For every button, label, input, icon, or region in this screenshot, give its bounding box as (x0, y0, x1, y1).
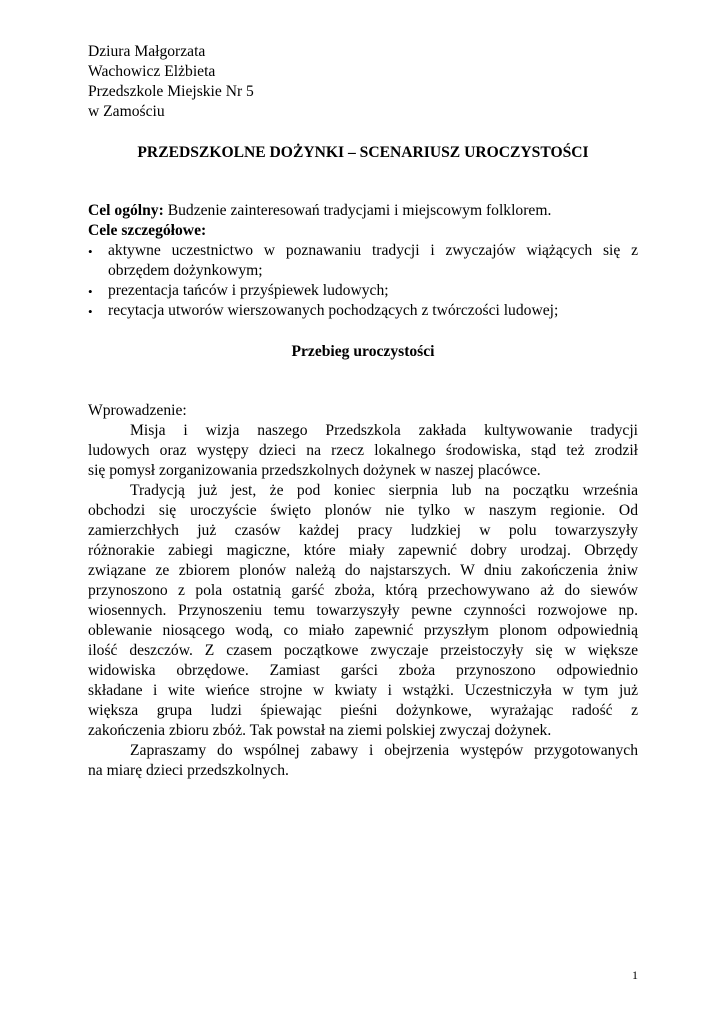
body-line: ilość deszczów. Z czasem początkowe zwyczaje przeistoczyły się w większe (88, 642, 638, 659)
author-line-1: Dziura Małgorzata (88, 43, 206, 60)
general-goal-text: Budzenie zainteresowań tradycjami i miejscowym folklorem. (163, 202, 552, 219)
body-line: związane ze zbiorem plonów należą do najstarszych. W dniu zakończenia żniw (88, 562, 638, 579)
body-line: zakończenia zbioru zbóż. Tak powstał na ziemi polskiej zwyczaj dożynek. (88, 722, 552, 739)
body-line: widowiska obrzędowe. Zamiast garści zboża przynoszono odpowiednio (88, 662, 638, 679)
body-line: Tradycją już jest, że pod koniec sierpnia lub na początku września (130, 482, 638, 499)
school-name: Przedszkole Miejskie Nr 5 (88, 83, 254, 100)
document-title: PRZEDSZKOLNE DOŻYNKI – SCENARIUSZ UROCZYSTOŚCI (137, 144, 589, 161)
bullet-icon: • (88, 244, 93, 259)
bullet-icon: • (88, 304, 93, 319)
body-line: wiosennych. Przynoszeniu temu towarzyszyły pewne czynności rozwojowe np. (88, 602, 638, 619)
specific-goals-label: Cele szczegółowe: (88, 222, 207, 239)
body-line: zamierzchłych już czasów każdej pracy ludzkiej w polu towarzyszyły (88, 522, 638, 539)
body-line: obchodzi się uroczyście święto plonów nie tylko w naszym regionie. Od (88, 502, 638, 519)
author-line-2: Wachowicz Elżbieta (88, 63, 216, 80)
body-line: składane i wite wieńce strojne w kwiaty i wstążki. Uczestniczyła w tym już (88, 682, 638, 699)
goal-item-1-line-2: obrzędem dożynkowym; (108, 262, 263, 279)
goal-item-2: prezentacja tańców i przyśpiewek ludowych; (108, 282, 389, 299)
body-line: ludowych oraz występy dzieci na rzecz lokalnego środowiska, stąd też zrodził (88, 442, 638, 459)
body-line: na miarę dzieci przedszkolnych. (88, 762, 289, 779)
page-number: 1 (632, 968, 638, 982)
school-city: w Zamościu (88, 103, 165, 120)
bullet-icon: • (88, 284, 93, 299)
section-heading: Przebieg uroczystości (291, 343, 435, 360)
body-line: przynoszono z pola ostatnią garść zboża, którą przechowywano aż do siewów (88, 582, 638, 599)
body-line: Misja i wizja naszego Przedszkola zakłada kultywowanie tradycji (130, 422, 638, 439)
general-goal-label: Cel ogólny: (88, 202, 164, 219)
body-line: Zapraszamy do wspólnej zabawy i obejrzenia występów przygotowanych (130, 742, 638, 759)
body-line: większa grupa ludzi śpiewając pieśni dożynkowe, wyrażając radość z (88, 702, 638, 719)
body-line: oblewanie niosącego wodą, co miało zapewnić przyszłym plonom odpowiednią (88, 622, 638, 639)
intro-label: Wprowadzenie: (88, 402, 187, 419)
body-line: się pomysł zorganizowania przedszkolnych dożynek w naszej placówce. (88, 462, 541, 479)
general-goal (88, 201, 638, 221)
goal-item-3: recytacja utworów wierszowanych pochodzących z twórczości ludowej; (108, 302, 559, 319)
goal-item-1-line-1: aktywne uczestnictwo w poznawaniu tradycji i zwyczajów wiążących się z (108, 242, 638, 259)
body-line: różnorakie zabiegi magiczne, które miały zapewnić dobry urodzaj. Obrzędy (88, 542, 638, 559)
